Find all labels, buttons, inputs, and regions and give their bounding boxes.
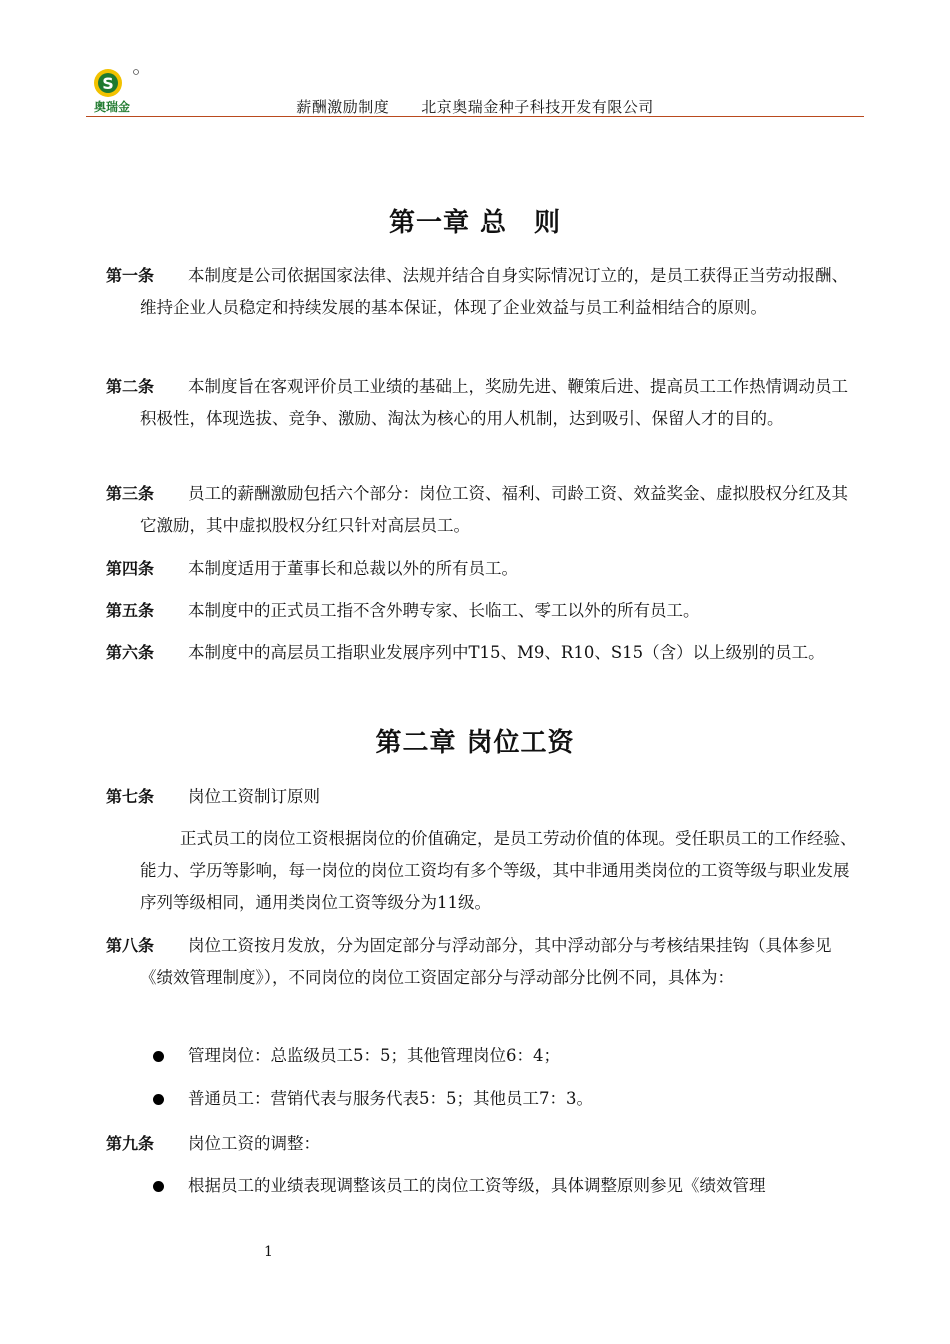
bullet-text: 根据员工的业绩表现调整该员工的岗位工资等级，具体调整原则参见《绩效管理	[188, 1176, 766, 1195]
bullet-text: 管理岗位：总监级员工5：5；其他管理岗位6：4；	[188, 1046, 560, 1065]
article-text: 本制度是公司依据国家法律、法规并结合自身实际情况订立的，是员工获得正当劳动报酬、维持企业人员稳定和持续发展的基本保证，体现了企业效益与员工利益相结合的原则。	[140, 266, 848, 317]
header-text	[86, 96, 864, 117]
article-text: 本制度中的高层员工指职业发展序列中T15、M9、R10、S15（含）以上级别的员工。	[188, 643, 825, 662]
article-text: 本制度适用于董事长和总裁以外的所有员工。	[188, 559, 518, 578]
bullet-item	[150, 1083, 864, 1115]
article-text: 岗位工资制订原则	[188, 787, 320, 806]
article-8	[106, 930, 864, 994]
paragraph-text: 正式员工的岗位工资根据岗位的价值确定，是员工劳动价值的体现。受任职员工的工作经验、能力、学历等影响，每一岗位的岗位工资均有多个等级，其中非通用类岗位的工资等级与职业发展序列等级相同，通用类岗位工资等级分为11级。	[140, 829, 857, 912]
article-4	[106, 553, 864, 585]
article-1	[106, 260, 864, 324]
doc-title: 薪酬激励制度	[296, 98, 390, 116]
article-text: 本制度中的正式员工指不含外聘专家、长临工、零工以外的所有员工。	[188, 601, 700, 620]
header-divider	[86, 116, 864, 117]
article-2	[106, 371, 864, 435]
article-5	[106, 595, 864, 627]
page-number: 1	[264, 1244, 273, 1260]
article-label: 第四条	[106, 559, 155, 578]
article-label: 第三条	[106, 484, 155, 503]
article-label: 第六条	[106, 643, 155, 662]
logo-text: 奥瑞金	[93, 100, 131, 114]
article-3	[106, 478, 864, 542]
bullet-icon	[153, 1094, 164, 1105]
svg-text:S: S	[102, 74, 114, 93]
article-9	[106, 1128, 864, 1160]
article-label: 第七条	[106, 787, 155, 806]
bullet-text: 普通员工：营销代表与服务代表5：5；其他员工7：3。	[188, 1089, 593, 1108]
chapter-2-title: 第二章 岗位工资	[375, 728, 575, 758]
article-text: 岗位工资的调整：	[188, 1134, 320, 1153]
company-name: 北京奥瑞金种子科技开发有限公司	[421, 98, 654, 116]
article-label: 第二条	[106, 377, 155, 396]
bullet-icon	[153, 1181, 164, 1192]
article-label: 第五条	[106, 601, 155, 620]
bullet-item	[150, 1040, 864, 1072]
bullet-icon	[153, 1051, 164, 1062]
bullet-item	[150, 1170, 864, 1202]
article-text: 员工的薪酬激励包括六个部分：岗位工资、福利、司龄工资、效益奖金、虚拟股权分红及其它激励，其中虚拟股权分红只针对高层员工。	[140, 484, 848, 535]
page-header	[86, 66, 864, 118]
article-label: 第八条	[106, 936, 155, 955]
article-label: 第一条	[106, 266, 155, 285]
article-text: 本制度旨在客观评价员工业绩的基础上，奖励先进、鞭策后进、提高员工工作热情调动员工积极性，体现选拔、竞争、激励、淘汰为核心的用人机制，达到吸引、保留人才的目的。	[140, 377, 848, 428]
article-7-paragraph	[106, 823, 864, 919]
article-text: 岗位工资按月发放，分为固定部分与浮动部分，其中浮动部分与考核结果挂钩（具体参见《绩效管理制度》），不同岗位的岗位工资固定部分与浮动部分比例不同，具体为：	[140, 936, 832, 987]
article-6	[106, 637, 864, 669]
chapter-1-title: 第一章 总 则	[388, 208, 562, 238]
article-label: 第九条	[106, 1134, 155, 1153]
article-7	[106, 781, 864, 813]
